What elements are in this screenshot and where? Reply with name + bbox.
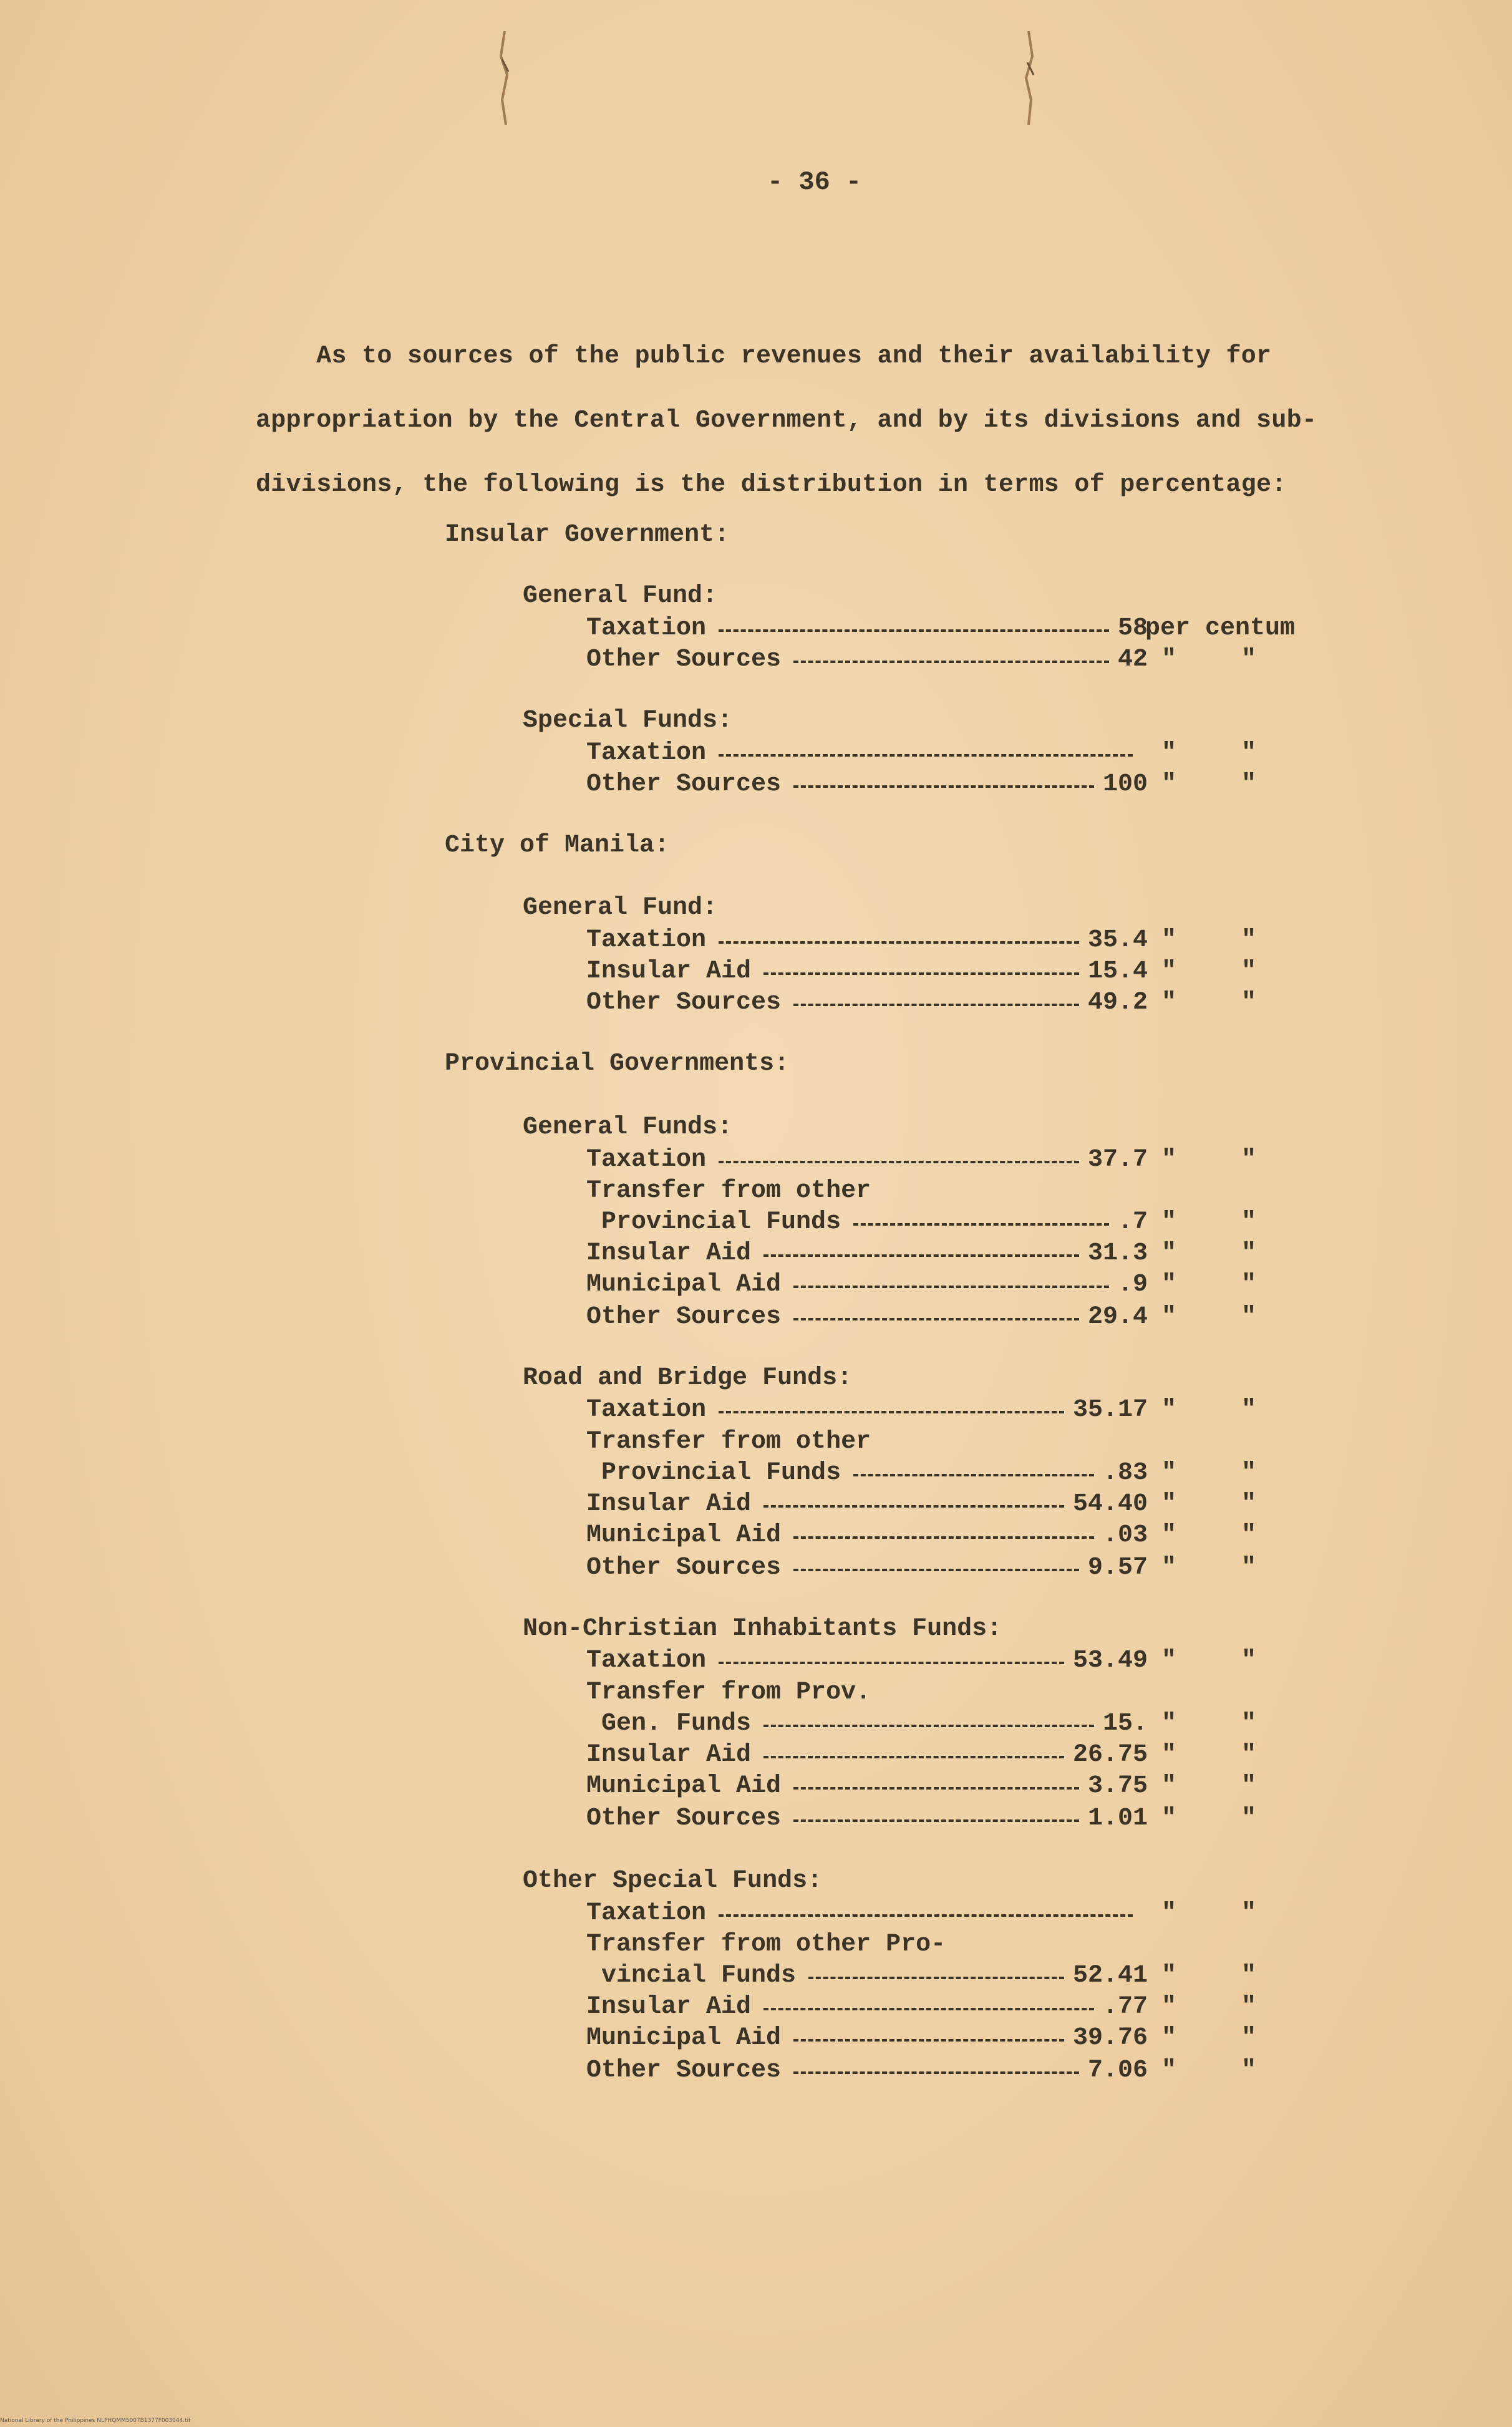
- ditto-mark: ": [1161, 1554, 1177, 1582]
- row-percentage-value: 26.75: [1072, 1741, 1148, 1769]
- ditto-mark: ": [1241, 1772, 1257, 1800]
- row-percentage-value: 3.75: [1087, 1772, 1148, 1800]
- fund-heading: General Fund:: [523, 582, 718, 610]
- row-percentage-value: 49.2: [1087, 989, 1148, 1017]
- dotted-leader: [763, 2008, 1094, 2010]
- section-heading: Insular Government:: [445, 521, 730, 549]
- table-row: [586, 1271, 1272, 1302]
- row-percentage-value: .9: [1117, 1271, 1148, 1299]
- ditto-mark: ": [1241, 1208, 1257, 1236]
- dotted-leader: [763, 1505, 1064, 1508]
- ditto-mark: ": [1161, 926, 1177, 954]
- ditto-mark: ": [1241, 2056, 1257, 2085]
- row-label: Other Sources: [586, 2056, 782, 2085]
- dotted-leader: [793, 1787, 1079, 1790]
- table-row: [586, 1146, 1272, 1177]
- row-label: Other Sources: [586, 646, 782, 674]
- fund-heading: General Funds:: [523, 1113, 733, 1141]
- row-percentage-value: 15.: [1102, 1710, 1148, 1738]
- ditto-mark: ": [1161, 1962, 1177, 1990]
- table-row: [586, 1208, 1272, 1239]
- page-number: - 36 -: [767, 167, 862, 197]
- ditto-mark: ": [1161, 1271, 1177, 1299]
- dotted-leader: [793, 2039, 1064, 2042]
- table-row: [586, 989, 1272, 1020]
- row-percentage-value: 1.01: [1087, 1805, 1148, 1833]
- ditto-mark: ": [1241, 926, 1257, 954]
- table-row: [586, 1805, 1272, 1836]
- ditto-mark: ": [1241, 770, 1257, 798]
- fund-heading: Special Funds:: [523, 707, 733, 735]
- row-label: Provincial Funds: [586, 1208, 841, 1236]
- table-row: [586, 1459, 1272, 1490]
- ditto-mark: ": [1241, 739, 1257, 767]
- ditto-mark: ": [1241, 1146, 1257, 1174]
- ditto-mark: ": [1241, 989, 1257, 1017]
- row-label: Provincial Funds: [586, 1459, 841, 1487]
- row-label: Municipal Aid: [586, 1271, 782, 1299]
- ditto-mark: ": [1161, 1208, 1177, 1236]
- per-centum-label: per centum: [1145, 614, 1296, 642]
- row-percentage-value: 39.76: [1072, 2024, 1148, 2052]
- dotted-leader: [793, 2071, 1079, 2074]
- dotted-leader: [719, 941, 1079, 944]
- table-row: [586, 1679, 1272, 1710]
- row-percentage-value: 37.7: [1087, 1146, 1148, 1174]
- dotted-leader: [719, 1914, 1133, 1917]
- row-label: Insular Aid: [586, 1741, 752, 1769]
- row-label: Taxation: [586, 926, 707, 954]
- ditto-mark: ": [1241, 1459, 1257, 1487]
- ditto-mark: ": [1161, 1741, 1177, 1769]
- ditto-mark: ": [1161, 1146, 1177, 1174]
- ditto-mark: ": [1161, 989, 1177, 1017]
- fund-heading: General Fund:: [523, 894, 718, 922]
- row-percentage-value: .77: [1102, 1993, 1148, 2021]
- ditto-mark: ": [1161, 1647, 1177, 1675]
- ditto-mark: ": [1161, 1459, 1177, 1487]
- dotted-leader: [763, 1725, 1094, 1727]
- ditto-mark: ": [1161, 770, 1177, 798]
- row-label: vincial Funds: [586, 1962, 797, 1990]
- row-percentage-value: 29.4: [1087, 1303, 1148, 1331]
- row-label: Insular Aid: [586, 1993, 752, 2021]
- row-percentage-value: 15.4: [1087, 957, 1148, 986]
- row-label: Municipal Aid: [586, 1521, 782, 1549]
- table-row: [586, 1993, 1272, 2024]
- table-row: [586, 1710, 1272, 1741]
- dotted-leader: [793, 1004, 1079, 1006]
- ditto-mark: ": [1161, 1396, 1177, 1424]
- row-label: Transfer from other: [586, 1177, 871, 1205]
- row-label: Taxation: [586, 1146, 707, 1174]
- row-label: Transfer from other: [586, 1428, 871, 1456]
- row-label: Taxation: [586, 739, 707, 767]
- table-row: [586, 1930, 1272, 1962]
- table-row: [586, 1899, 1272, 1930]
- ditto-mark: ": [1161, 1239, 1177, 1267]
- table-row: [586, 1303, 1272, 1334]
- row-label: Taxation: [586, 1647, 707, 1675]
- ditto-mark: ": [1241, 2024, 1257, 2052]
- row-percentage-value: .83: [1102, 1459, 1148, 1487]
- row-label: Gen. Funds: [586, 1710, 752, 1738]
- archive-footer: National Library of the Philippines NLPHQMM5007B1377F003044.tif: [0, 2418, 191, 2424]
- fund-heading: Other Special Funds:: [523, 1867, 823, 1895]
- row-percentage-value: 35.4: [1087, 926, 1148, 954]
- section-heading: Provincial Governments:: [445, 1050, 790, 1078]
- row-percentage-value: .7: [1117, 1208, 1148, 1236]
- row-percentage-value: 58: [1117, 614, 1148, 642]
- ditto-mark: ": [1161, 1993, 1177, 2021]
- ditto-mark: ": [1161, 957, 1177, 986]
- dotted-leader: [763, 1756, 1064, 1758]
- table-row: [586, 1490, 1272, 1521]
- row-label: Transfer from other Pro-: [586, 1930, 946, 1959]
- ditto-mark: ": [1161, 1303, 1177, 1331]
- fund-heading: Non-Christian Inhabitants Funds:: [523, 1615, 1002, 1643]
- row-label: Insular Aid: [586, 1490, 752, 1518]
- row-percentage-value: 54.40: [1072, 1490, 1148, 1518]
- row-percentage-value: 31.3: [1087, 1239, 1148, 1267]
- ditto-mark: ": [1161, 1490, 1177, 1518]
- intro-paragraph: [256, 324, 1354, 517]
- table-row: [586, 1647, 1272, 1678]
- table-row: [586, 1239, 1272, 1271]
- row-label: Municipal Aid: [586, 2024, 782, 2052]
- row-label: Insular Aid: [586, 1239, 752, 1267]
- intro-line: As to sources of the public revenues and their availability for: [256, 342, 1272, 371]
- ditto-mark: ": [1241, 1647, 1257, 1675]
- ditto-mark: ": [1241, 1521, 1257, 1549]
- table-row: [586, 739, 1272, 770]
- table-row: [586, 1428, 1272, 1459]
- row-percentage-value: 53.49: [1072, 1647, 1148, 1675]
- row-percentage-value: 100: [1102, 770, 1148, 798]
- dotted-leader: [763, 972, 1079, 975]
- dotted-leader: [719, 1411, 1064, 1413]
- ditto-mark: ": [1241, 1271, 1257, 1299]
- ditto-mark: ": [1161, 646, 1177, 674]
- table-row: [586, 2056, 1272, 2088]
- ditto-mark: ": [1161, 1899, 1177, 1927]
- table-row: [586, 1396, 1272, 1427]
- row-label: Other Sources: [586, 770, 782, 798]
- row-percentage-value: 9.57: [1087, 1554, 1148, 1582]
- row-percentage-value: 35.17: [1072, 1396, 1148, 1424]
- dotted-leader: [793, 1318, 1079, 1320]
- intro-line: appropriation by the Central Government, and by its divisions and sub-: [256, 407, 1317, 435]
- ditto-mark: ": [1241, 1303, 1257, 1331]
- row-percentage-value: 52.41: [1072, 1962, 1148, 1990]
- ditto-mark: ": [1161, 1710, 1177, 1738]
- dotted-leader: [793, 1569, 1079, 1571]
- ditto-mark: ": [1161, 2056, 1177, 2085]
- dotted-leader: [808, 1977, 1064, 1979]
- ditto-mark: ": [1161, 1772, 1177, 1800]
- row-label: Other Sources: [586, 1303, 782, 1331]
- row-label: Taxation: [586, 614, 707, 642]
- row-percentage-value: .03: [1102, 1521, 1148, 1549]
- ditto-mark: ": [1241, 1239, 1257, 1267]
- table-row: [586, 1177, 1272, 1208]
- ditto-mark: ": [1241, 957, 1257, 986]
- row-label: Other Sources: [586, 989, 782, 1017]
- row-label: Other Sources: [586, 1805, 782, 1833]
- table-row: [586, 1521, 1272, 1553]
- ditto-mark: ": [1241, 1396, 1257, 1424]
- dotted-leader: [719, 754, 1133, 757]
- table-row: [586, 1962, 1272, 1993]
- row-percentage-value: 42: [1117, 646, 1148, 674]
- ditto-mark: ": [1161, 2024, 1177, 2052]
- row-label: Transfer from Prov.: [586, 1679, 871, 1707]
- row-label: Municipal Aid: [586, 1772, 782, 1800]
- row-label: Taxation: [586, 1396, 707, 1424]
- table-row: [586, 1772, 1272, 1803]
- dotted-leader: [719, 1161, 1079, 1163]
- ditto-mark: ": [1161, 1805, 1177, 1833]
- ditto-mark: ": [1241, 1741, 1257, 1769]
- row-percentage-value: 7.06: [1087, 2056, 1148, 2085]
- ditto-mark: ": [1241, 1554, 1257, 1582]
- ditto-mark: ": [1161, 1521, 1177, 1549]
- ditto-mark: ": [1241, 1899, 1257, 1927]
- fund-heading: Road and Bridge Funds:: [523, 1364, 853, 1392]
- dotted-leader: [719, 1662, 1064, 1664]
- row-label: Other Sources: [586, 1554, 782, 1582]
- dotted-leader: [763, 1254, 1079, 1257]
- table-row: [586, 2024, 1272, 2055]
- table-row: [586, 1554, 1272, 1585]
- ditto-mark: ": [1241, 1805, 1257, 1833]
- ditto-mark: ": [1241, 1993, 1257, 2021]
- ditto-mark: ": [1241, 1962, 1257, 1990]
- section-heading: City of Manila:: [445, 831, 670, 860]
- row-label: Taxation: [586, 1899, 707, 1927]
- binding-tear-mark: [1021, 31, 1039, 125]
- table-row: [586, 770, 1272, 802]
- binding-tear-mark: [496, 31, 513, 125]
- table-row: [586, 926, 1272, 957]
- intro-line: divisions, the following is the distribution in terms of percentage:: [256, 471, 1287, 499]
- ditto-mark: ": [1241, 646, 1257, 674]
- ditto-mark: ": [1161, 739, 1177, 767]
- dotted-leader: [793, 1819, 1079, 1822]
- table-row: [586, 957, 1272, 989]
- ditto-mark: ": [1241, 1490, 1257, 1518]
- table-row: [586, 1741, 1272, 1772]
- ditto-mark: ": [1241, 1710, 1257, 1738]
- row-label: Insular Aid: [586, 957, 752, 986]
